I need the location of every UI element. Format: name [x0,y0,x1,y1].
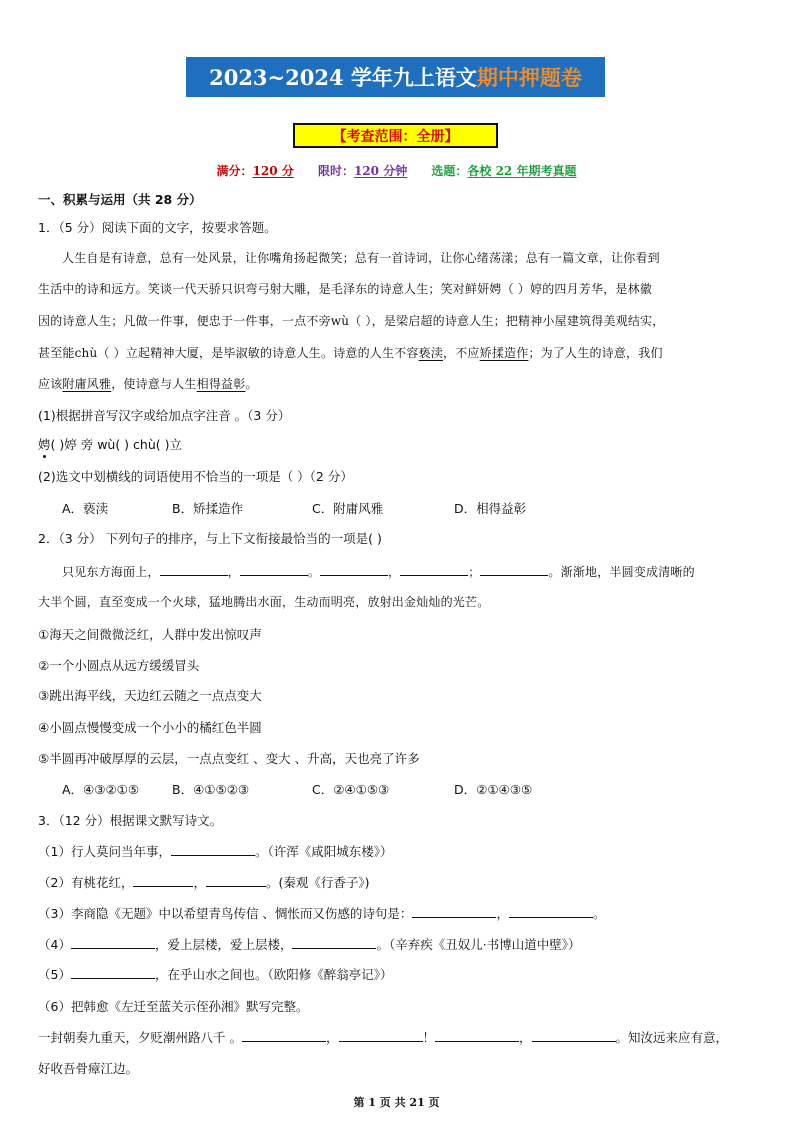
q2-option-b[interactable]: B．④①⑤②③ [172,782,250,797]
q2-passage-line-2: 大半个圆，直至变成一个火球，猛地腾出水面，生动而明亮，放射出金灿灿的光芒。 [38,595,490,609]
q1-passage-line-2: 生活中的诗和远方。笑谈一代天骄只识弯弓射大雕，是毛泽东的诗意人生；笑对鲜妍娉（ ）婷的四月芳华，是林徽 [38,282,653,296]
exam-title [186,57,605,97]
q3-stem: 3．（12 分）根据课文默写诗文。 [38,813,223,828]
q3-s8: 好收吾骨瘴江边。 [38,1061,139,1076]
q2-option-d[interactable]: D．②①④③⑤ [454,782,533,797]
q1-sub2: (2)选文中划横线的词语使用不恰当的一项是（ ）（2 分） [38,469,353,484]
blank[interactable] [532,1028,616,1042]
blank[interactable] [435,1028,519,1042]
q3-s4: （4） ，爱上层楼，爱上层楼， 。（辛弃疾《丑奴儿·书博山道中壁》） [38,937,581,952]
q2-option-c[interactable]: C．②④①⑤③ [312,782,390,797]
underlined-word-4: 相得益彰 [196,377,246,391]
blank[interactable] [339,1028,423,1042]
blank[interactable] [242,1028,326,1042]
underlined-word-2: 矫揉造作 [479,346,529,360]
source-info: 选题：各校 22 年期考真题 [431,164,577,178]
exam-title-main: 2023~2024 学年九上语文 [209,65,477,90]
q3-s5: （5） ，在乎山水之间也。（欧阳修《醉翁亭记》） [38,967,393,982]
q3-s2: （2）有桃花红， ， 。(秦观《行香子》) [38,875,370,890]
q2-item-1: ①海天之间微微泛红，人群中发出惊叹声 [38,627,262,642]
exam-title-accent: 期中押题卷 [476,65,582,90]
q1-option-d[interactable]: D．相得益彰 [454,501,527,516]
q1-option-a[interactable]: A．亵渎 [62,501,109,516]
q3-s7: 一封朝奏九重天，夕贬潮州路八千 。 ， ！ ， 。知汝远来应有意， [38,1030,729,1045]
q1-passage-line-3: 因的诗意人生；凡做一件事，便忠于一件事，一点不旁wù（ ），是梁启超的诗意人生；把精神小屋建筑得美观结实， [38,314,665,328]
q3-s6: （6）把韩愈《左迁至蓝关示侄孙湘》默写完整。 [38,999,309,1014]
exam-meta [0,162,793,179]
exam-scope-box [293,123,498,148]
q2-item-2: ②一个小圆点从远方缓缓冒头 [38,658,200,673]
q3-s1: （1）行人莫问当年事， 。（许浑《咸阳城东楼》） [38,844,393,859]
blank[interactable] [206,873,266,887]
q1-option-c[interactable]: C．附庸风雅 [312,501,384,516]
score-info: 满分：120 分 [216,164,294,178]
q1-stem: 1．（5 分）阅读下面的文字，按要求答题。 [38,220,277,235]
blank[interactable] [240,562,308,576]
blank[interactable] [160,562,228,576]
blank[interactable] [71,935,155,949]
blank[interactable] [480,562,548,576]
q1-option-b[interactable]: B．矫揉造作 [172,501,244,516]
q1-passage-line-1: 人生自是有诗意，总有一处风景，让你嘴角扬起微笑；总有一首诗词，让你心绪荡漾；总有一篇文章，让你看到 [62,251,660,265]
q1-fill-row: 娉( )婷 旁 wù( ) chù( )立 [38,437,182,452]
q1-passage-line-4: 甚至能chù（ ）立起精神大厦，是毕淑敏的诗意人生。诗意的人生不容亵渎，不应矫揉造作；为了人生的诗意，我们 [38,346,663,360]
blank[interactable] [509,904,593,918]
q1-options [62,499,526,517]
q1-sub1: (1)根据拼音写汉字或给加点字注音 。（3 分） [38,408,291,423]
dotted-char: 娉 [38,437,51,452]
blank[interactable] [71,965,155,979]
blank[interactable] [133,873,193,887]
q2-item-5: ⑤半圆再冲破厚厚的云层，一点点变红 、变大 、升高，天也亮了许多 [38,751,420,766]
blank[interactable] [320,562,388,576]
page-footer: 第 1 页 共 21 页 [353,1096,440,1109]
time-info: 限时：120 分钟 [317,164,408,178]
blank[interactable] [412,904,496,918]
q2-option-a[interactable]: A．④③②①⑤ [62,782,140,797]
q3-s3: （3）李商隐《无题》中以希望青鸟传信 、惆怅而又伤感的诗句是： ， 。 [38,906,606,921]
q1-passage-line-5: 应该附庸风雅，使诗意与人生相得益彰。 [38,377,258,391]
underlined-word-1: 亵渎 [418,346,444,360]
q2-item-3: ③跳出海平线，天边红云随之一点点变大 [38,688,262,703]
q2-passage-line-1: 只见东方海面上， ， 。 ， ； 。渐渐地，半圆变成清晰的 [62,562,695,580]
blank[interactable] [400,562,468,576]
exam-scope-label: 【考查范围：全册】 [332,128,459,145]
blank[interactable] [292,935,376,949]
blank[interactable] [171,842,255,856]
underlined-word-3: 附庸风雅 [62,377,112,391]
q2-item-4: ④小圆点慢慢变成一个小小的橘红色半圆 [38,720,262,735]
q2-stem: 2．（3 分） 下列句子的排序，与上下文衔接最恰当的一项是( ) [38,531,382,546]
q2-options [62,780,532,798]
section-heading: 一、积累与运用（共 28 分） [38,192,202,207]
